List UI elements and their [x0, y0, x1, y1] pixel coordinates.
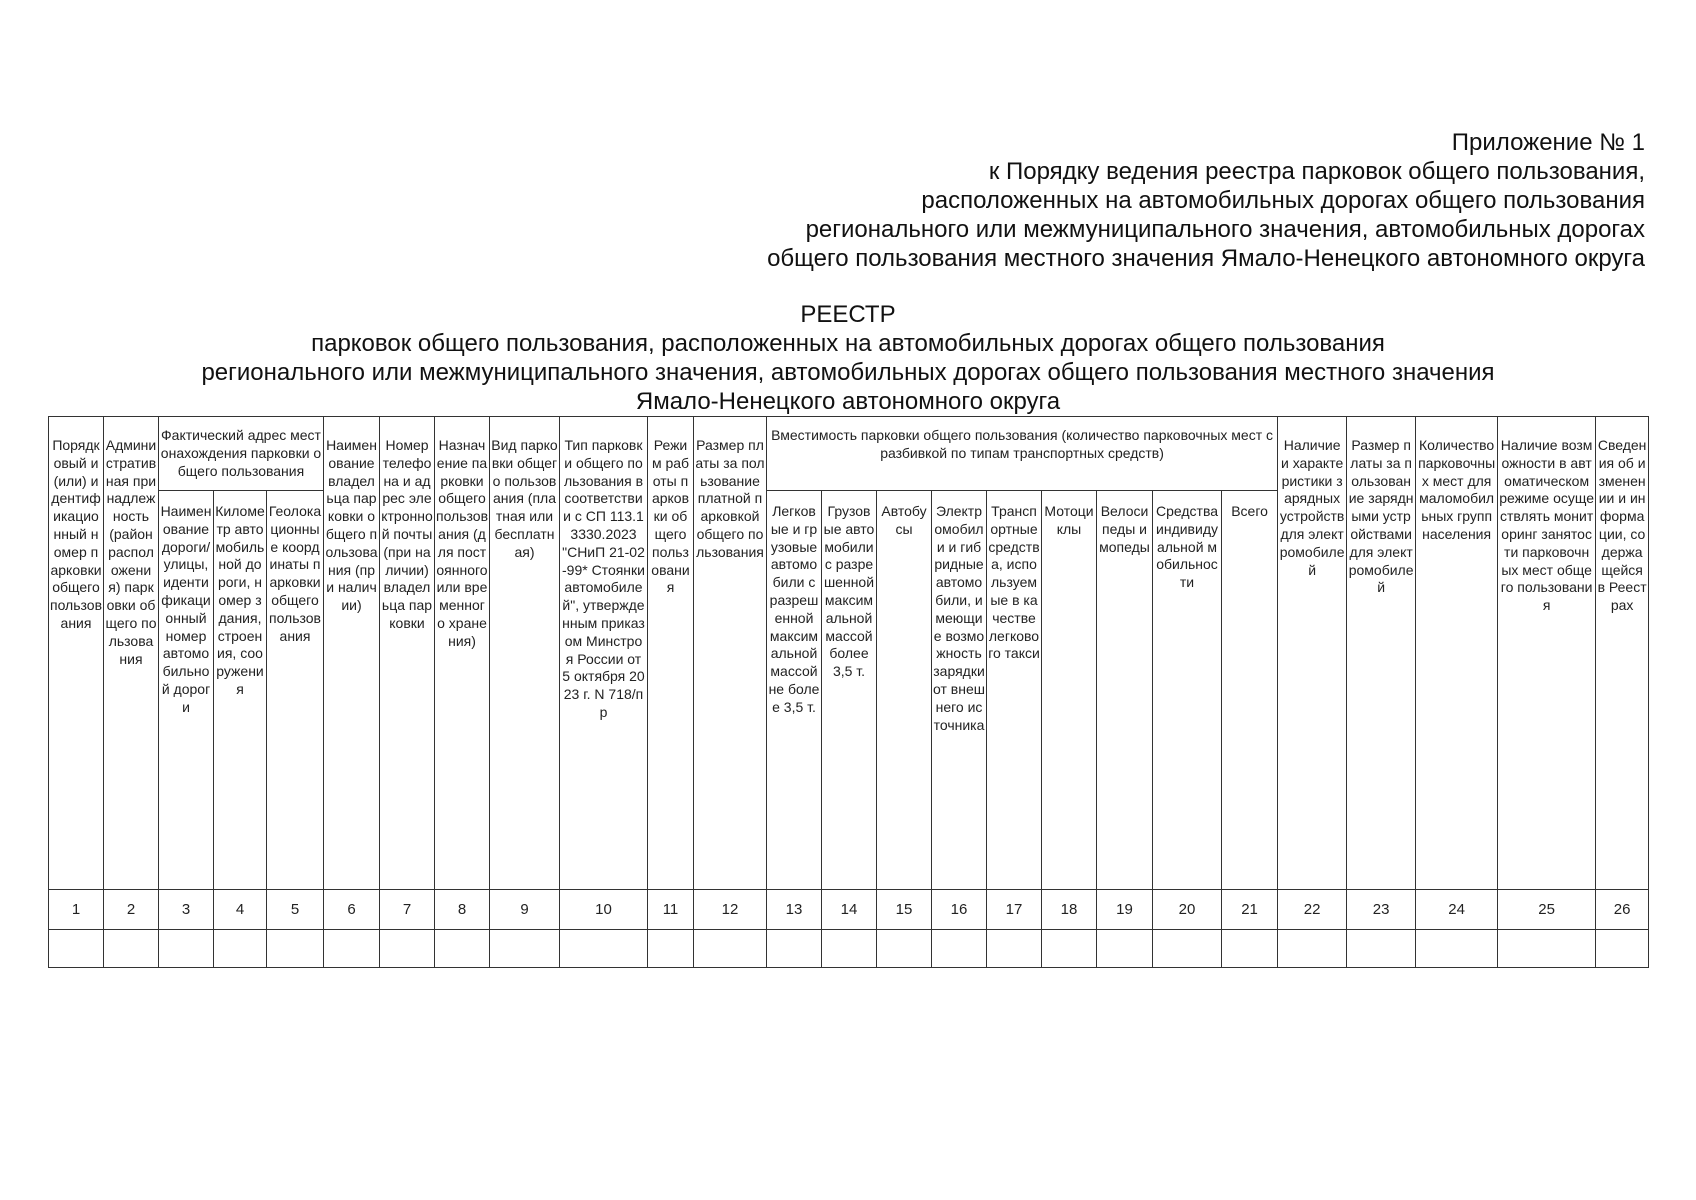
- column-number: 26: [1596, 890, 1649, 930]
- empty-cell: [1042, 930, 1097, 968]
- header-row-1: [49, 417, 1649, 491]
- column-number: 22: [1278, 890, 1347, 930]
- empty-cell: [877, 930, 932, 968]
- column-number: 5: [267, 890, 324, 930]
- empty-cell: [490, 930, 560, 968]
- column-numbers-row: [49, 890, 1649, 930]
- empty-cell: [1097, 930, 1153, 968]
- column-number: 1: [49, 890, 104, 930]
- empty-cell: [267, 930, 324, 968]
- column-number: 18: [1042, 890, 1097, 930]
- empty-cell: [324, 930, 380, 968]
- column-header: Велосипеды и мопеды: [1097, 491, 1153, 890]
- empty-cell: [1596, 930, 1649, 968]
- column-number: 19: [1097, 890, 1153, 930]
- column-header: Мотоциклы: [1042, 491, 1097, 890]
- column-number: 17: [987, 890, 1042, 930]
- capacity-group-header: Вместимость парковки общего пользования (количество парковочных мест с разбивкой по типам транспортных средств): [767, 417, 1278, 491]
- column-number: 10: [560, 890, 648, 930]
- column-header: Всего: [1222, 491, 1278, 890]
- empty-cell: [822, 930, 877, 968]
- column-number: 13: [767, 890, 822, 930]
- title-line: регионального или межмуниципального значения, автомобильных дорогах общего пользования местного значения: [201, 359, 1495, 386]
- title-line: Ямало-Ненецкого автономного округа: [635, 388, 1061, 415]
- column-header: Сведения об изменении и информации, содержащейся в Реестрах: [1596, 417, 1649, 890]
- empty-cell: [648, 930, 694, 968]
- appendix-line: общего пользования местного значения Ямало-Ненецкого автономного округа: [767, 245, 1645, 272]
- column-header: Размер платы за пользование зарядными устройствами для электромобилей: [1347, 417, 1416, 890]
- column-number: 3: [159, 890, 214, 930]
- empty-cell: [435, 930, 490, 968]
- column-header: Количество парковочных мест для маломобильных групп населения: [1416, 417, 1498, 890]
- column-number: 6: [324, 890, 380, 930]
- column-header: Наличие возможности в автоматическом режиме осуществлять мониторинг занятости парковочных мест общего пользования: [1498, 417, 1596, 890]
- column-header: Режим работы парковки общего пользования: [648, 417, 694, 890]
- title-line: парковок общего пользования, расположенных на автомобильных дорогах общего пользования: [311, 330, 1385, 357]
- column-header: Наличие и характеристики зарядных устройств для электромобилей: [1278, 417, 1347, 890]
- registry-table: [48, 416, 1649, 968]
- appendix-line: Приложение № 1: [1451, 129, 1645, 156]
- column-number: 21: [1222, 890, 1278, 930]
- empty-cell: [1153, 930, 1222, 968]
- column-header: Порядковый и (или) идентификационный номер парковки общего пользования: [49, 417, 104, 890]
- column-number: 2: [104, 890, 159, 930]
- empty-data-row: [49, 930, 1649, 968]
- empty-cell: [49, 930, 104, 968]
- title-heading: РЕЕСТР: [800, 301, 896, 328]
- empty-cell: [1347, 930, 1416, 968]
- column-number: 12: [694, 890, 767, 930]
- empty-cell: [694, 930, 767, 968]
- column-number: 7: [380, 890, 435, 930]
- column-number: 8: [435, 890, 490, 930]
- empty-cell: [1222, 930, 1278, 968]
- column-header: Километр автомобильной дороги, номер здания, строения, сооружения: [214, 491, 267, 890]
- empty-cell: [932, 930, 987, 968]
- column-number: 14: [822, 890, 877, 930]
- column-number: 25: [1498, 890, 1596, 930]
- column-header: Наименование владельца парковки общего пользования (при наличии): [324, 417, 380, 890]
- document-title: [48, 300, 1648, 416]
- empty-cell: [767, 930, 822, 968]
- column-number: 15: [877, 890, 932, 930]
- appendix-line: к Порядку ведения реестра парковок общего пользования,: [988, 158, 1645, 185]
- empty-cell: [1278, 930, 1347, 968]
- column-header: Размер платы за пользование платной парковкой общего пользования: [694, 417, 767, 890]
- column-number: 9: [490, 890, 560, 930]
- column-header: Легковые и грузовые автомобили с разрешенной максимальной массой не более 3,5 т.: [767, 491, 822, 890]
- column-number: 23: [1347, 890, 1416, 930]
- empty-cell: [380, 930, 435, 968]
- empty-cell: [987, 930, 1042, 968]
- column-header: Грузовые автомобили с разрешенной максимальной массой более 3,5 т.: [822, 491, 877, 890]
- column-header: Назначение парковки общего пользования (для постоянного или временного хранения): [435, 417, 490, 890]
- appendix-line: расположенных на автомобильных дорогах общего пользования: [921, 187, 1645, 214]
- empty-cell: [104, 930, 159, 968]
- empty-cell: [214, 930, 267, 968]
- column-number: 4: [214, 890, 267, 930]
- appendix-line: регионального или межмуниципального значения, автомобильных дорогах: [805, 216, 1645, 243]
- column-header: Геолокационные координаты парковки общего пользования: [267, 491, 324, 890]
- column-number: 16: [932, 890, 987, 930]
- address-group-header: Фактический адрес местонахождения парковки общего пользования: [159, 417, 324, 491]
- empty-cell: [1498, 930, 1596, 968]
- column-header: Тип парковки общего пользования в соответствии с СП 113.13330.2023 "СНиП 21-02-99* Стоянки автомобилей", утвержденным приказом Минстроя России от 5 октября 2023 г. N 718/пр: [560, 417, 648, 890]
- column-header: Автобусы: [877, 491, 932, 890]
- column-number: 24: [1416, 890, 1498, 930]
- column-header: Транспортные средства, используемые в качестве легкового такси: [987, 491, 1042, 890]
- column-header: Электромобили и гибридные автомобили, имеющие возможность зарядки от внешнего источника: [932, 491, 987, 890]
- empty-cell: [1416, 930, 1498, 968]
- empty-cell: [560, 930, 648, 968]
- column-header: Наименование дороги/улицы, идентификационный номер автомобильной дороги: [159, 491, 214, 890]
- column-header: Административная принадлежность (район расположения) парковки общего пользования: [104, 417, 159, 890]
- column-header: Средства индивидуальной мобильности: [1153, 491, 1222, 890]
- appendix-caption: [767, 128, 1645, 273]
- column-number: 11: [648, 890, 694, 930]
- column-header: Номер телефона и адрес электронной почты (при наличии) владельца парковки: [380, 417, 435, 890]
- empty-cell: [159, 930, 214, 968]
- column-number: 20: [1153, 890, 1222, 930]
- column-header: Вид парковки общего пользования (платная или бесплатная): [490, 417, 560, 890]
